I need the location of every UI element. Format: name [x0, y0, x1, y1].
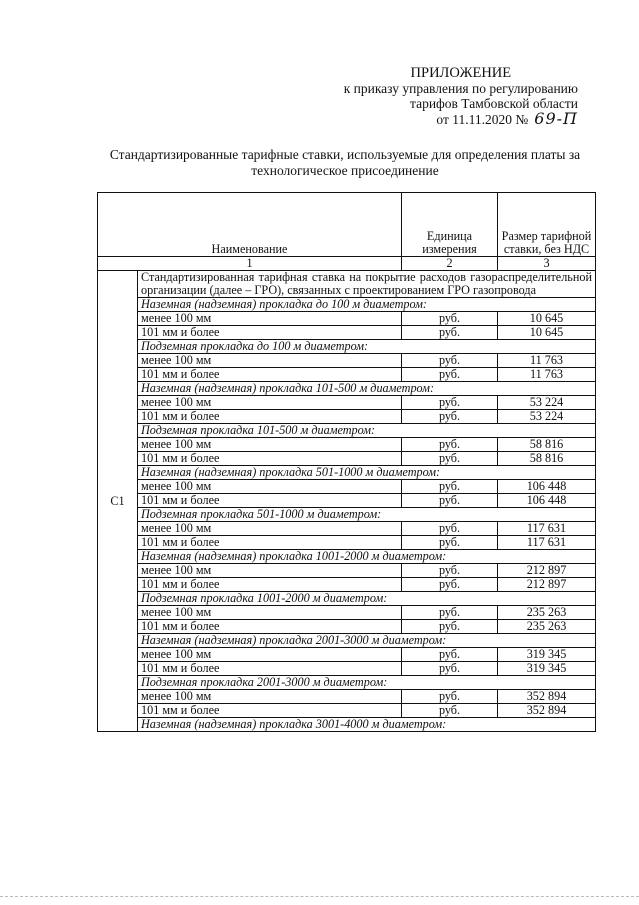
column-index-row [98, 257, 596, 271]
index-2: 2 [402, 257, 498, 271]
section-row [98, 676, 596, 690]
row-name: 101 мм и более [138, 536, 402, 550]
table-row [98, 396, 596, 410]
table-row [98, 648, 596, 662]
section-title: Подземная прокладка 101-500 м диаметром: [138, 424, 596, 438]
header-rate: Размер тарифной ставки, без НДС [498, 193, 596, 257]
table-row [98, 312, 596, 326]
section-row [98, 508, 596, 522]
section-row [98, 592, 596, 606]
section-row [98, 382, 596, 396]
row-name: 101 мм и более [138, 368, 402, 382]
table-row [98, 326, 596, 340]
order-line-3 [344, 111, 578, 127]
row-name: менее 100 мм [138, 480, 402, 494]
row-name: менее 100 мм [138, 396, 402, 410]
section-title: Подземная прокладка 1001-2000 м диаметром: [138, 592, 596, 606]
section-row [98, 298, 596, 312]
row-unit: руб. [402, 494, 498, 508]
table-row [98, 536, 596, 550]
row-name: менее 100 мм [138, 564, 402, 578]
row-value: 117 631 [498, 536, 596, 550]
order-number-handwritten: 69-П [534, 109, 578, 128]
row-value: 53 224 [498, 410, 596, 424]
row-value: 11 763 [498, 368, 596, 382]
table-row [98, 410, 596, 424]
row-name: менее 100 мм [138, 690, 402, 704]
table-row [98, 690, 596, 704]
appendix-header [344, 66, 578, 127]
row-name: менее 100 мм [138, 438, 402, 452]
row-value: 58 816 [498, 438, 596, 452]
section-row [98, 424, 596, 438]
row-unit: руб. [402, 648, 498, 662]
order-line-1: к приказу управления по регулированию [343, 81, 578, 96]
intro-row [98, 271, 596, 298]
table-row [98, 564, 596, 578]
order-date: от 11.11.2020 № [436, 112, 529, 127]
row-unit: руб. [402, 578, 498, 592]
row-name: 101 мм и более [138, 410, 402, 424]
row-unit: руб. [402, 690, 498, 704]
row-value: 352 894 [498, 704, 596, 718]
section-title: Подземная прокладка до 100 м диаметром: [138, 340, 596, 354]
table-row [98, 452, 596, 466]
row-name: 101 мм и более [138, 704, 402, 718]
row-value: 212 897 [498, 578, 596, 592]
row-name: менее 100 мм [138, 648, 402, 662]
index-3: 3 [498, 257, 596, 271]
tariff-table [97, 192, 596, 732]
row-unit: руб. [402, 368, 498, 382]
row-unit: руб. [402, 312, 498, 326]
appendix-title: ПРИЛОЖЕНИЕ [410, 65, 512, 81]
row-unit: руб. [402, 354, 498, 368]
row-value: 319 345 [498, 662, 596, 676]
row-name: 101 мм и более [138, 662, 402, 676]
row-unit: руб. [402, 536, 498, 550]
row-value: 10 645 [498, 326, 596, 340]
row-value: 235 263 [498, 620, 596, 634]
row-unit: руб. [402, 410, 498, 424]
row-unit: руб. [402, 480, 498, 494]
table-row [98, 522, 596, 536]
page-edge-line [0, 896, 639, 897]
row-name: менее 100 мм [138, 354, 402, 368]
row-name: менее 100 мм [138, 522, 402, 536]
row-name: 101 мм и более [138, 578, 402, 592]
header-name: Наименование [98, 193, 402, 257]
row-value: 235 263 [498, 606, 596, 620]
document-title: Стандартизированные тарифные ставки, используемые для определения платы за технологическое присоединение [109, 147, 581, 178]
section-title: Наземная (надземная) прокладка 3001-4000 м диаметром: [138, 718, 596, 732]
section-title: Наземная (надземная) прокладка до 100 м диаметром: [138, 298, 596, 312]
row-value: 11 763 [498, 354, 596, 368]
section-title: Наземная (надземная) прокладка 101-500 м диаметром: [138, 382, 596, 396]
section-row [98, 466, 596, 480]
row-unit: руб. [402, 438, 498, 452]
section-title: Наземная (надземная) прокладка 1001-2000 м диаметром: [138, 550, 596, 564]
row-value: 106 448 [498, 480, 596, 494]
order-line-2: тарифов Тамбовской области [410, 96, 578, 111]
header-unit: Единица измерения [402, 193, 498, 257]
row-unit: руб. [402, 326, 498, 340]
table-row [98, 578, 596, 592]
row-unit: руб. [402, 522, 498, 536]
section-row [98, 718, 596, 732]
section-row [98, 550, 596, 564]
table-row [98, 494, 596, 508]
row-value: 319 345 [498, 648, 596, 662]
section-title: Подземная прокладка 2001-3000 м диаметром: [138, 676, 596, 690]
row-unit: руб. [402, 564, 498, 578]
row-value: 106 448 [498, 494, 596, 508]
row-unit: руб. [402, 662, 498, 676]
row-name: 101 мм и более [138, 494, 402, 508]
row-name: 101 мм и более [138, 326, 402, 340]
row-name: менее 100 мм [138, 606, 402, 620]
table-row [98, 606, 596, 620]
row-name: 101 мм и более [138, 452, 402, 466]
section-title: Подземная прокладка 501-1000 м диаметром: [138, 508, 596, 522]
row-unit: руб. [402, 452, 498, 466]
table-row [98, 620, 596, 634]
row-value: 10 645 [498, 312, 596, 326]
table-row [98, 354, 596, 368]
table-header-row [98, 193, 596, 257]
row-unit: руб. [402, 704, 498, 718]
table-row [98, 662, 596, 676]
row-value: 117 631 [498, 522, 596, 536]
section-title: Наземная (надземная) прокладка 2001-3000 м диаметром: [138, 634, 596, 648]
row-unit: руб. [402, 606, 498, 620]
row-value: 58 816 [498, 452, 596, 466]
row-unit: руб. [402, 620, 498, 634]
row-value: 53 224 [498, 396, 596, 410]
table-row [98, 438, 596, 452]
tariff-code: С1 [98, 271, 138, 732]
row-name: 101 мм и более [138, 620, 402, 634]
table-row [98, 368, 596, 382]
row-value: 352 894 [498, 690, 596, 704]
row-name: менее 100 мм [138, 312, 402, 326]
section-title: Наземная (надземная) прокладка 501-1000 м диаметром: [138, 466, 596, 480]
section-row [98, 340, 596, 354]
row-value: 212 897 [498, 564, 596, 578]
tariff-description: Стандартизированная тарифная ставка на покрытие расходов газораспределительной организации (далее – ГРО), связанных с проектированием ГРО газопровода [138, 271, 596, 298]
section-row [98, 634, 596, 648]
table-row [98, 480, 596, 494]
index-1: 1 [98, 257, 402, 271]
table-row [98, 704, 596, 718]
row-unit: руб. [402, 396, 498, 410]
